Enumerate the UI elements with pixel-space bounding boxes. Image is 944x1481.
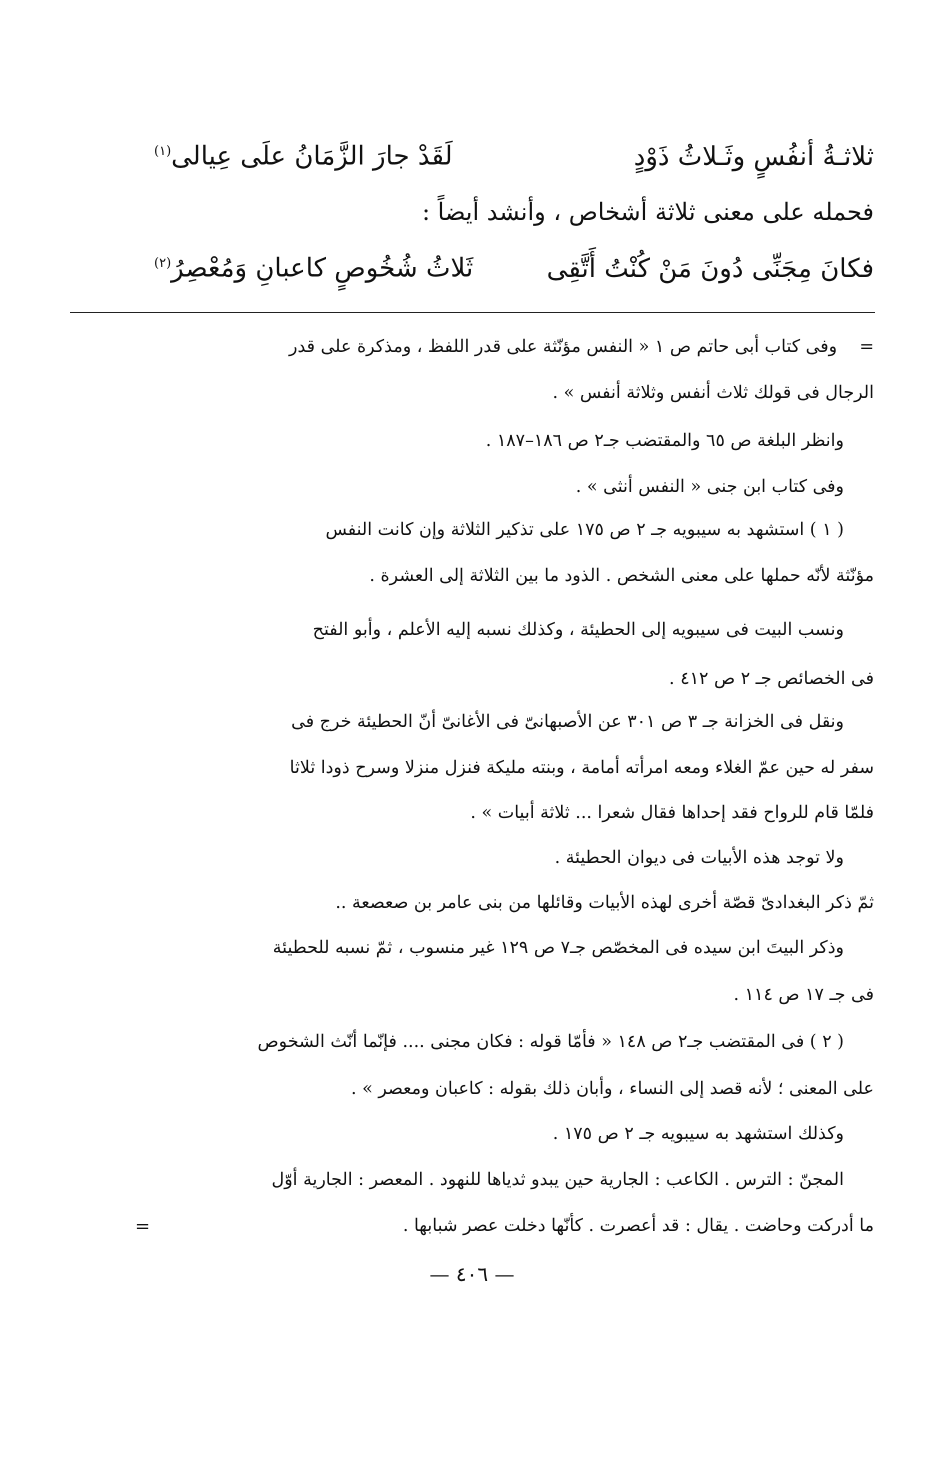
footnote-line-6: مؤنّثة لأنّه حملها على معنى الشخص . الذود ما بين الثلاثة إلى العشرة . [369, 566, 874, 586]
verse-line-1 [154, 132, 874, 177]
footnote-line-13: ثمّ ذكر البغدادىّ قصّة أخرى لهذه الأبيات وقائلها من بنى عامر بن صعصعة .. [335, 893, 874, 913]
verse-1-hemistich-right: ثلاثـةُ أنفُسٍ وثَـلاثُ ذَوْدٍ [633, 141, 874, 172]
footnote-ref-1: (١) [154, 144, 172, 159]
verse-1-hemistich-left-text: لَقَدْ جارَ الزَّمَانُ علَى عِيالى [171, 141, 453, 172]
footnote-line-11: فلمّا قام للرواح فقد إحداها فقال شعرا ... ثلاثة أبيات » . [470, 803, 874, 823]
footnote-line-14: وذكر البيتَ ابن سيده فى المخصّص جـ٧ ص ١٢٩ غير منسوب ، ثمّ نسبه للحطيئة [272, 938, 844, 958]
continuation-mark: = [859, 337, 874, 357]
footnote-line-1: وفى كتاب أبى حاتم ص ١ « النفس مؤنّثة على قدر اللفظ ، ومذكرة على قدر [289, 337, 838, 357]
footnote-line-16: ( ٢ ) فى المقتضب جـ٢ ص ١٤٨ « فأمّا قوله : فكان مجنى .... فإنّما أنّث الشخوص [257, 1032, 844, 1052]
continuation-end-mark: = [135, 1216, 151, 1237]
footnote-line-7: ونسب البيت فى سيبويه إلى الحطيئة ، وكذلك نسبه إليه الأعلم ، وأبو الفتح [312, 620, 844, 640]
footnote-line-15: فى جـ ١٧ ص ١١٤ . [733, 985, 874, 1005]
footnote-line-17: على المعنى ؛ لأنه قصد إلى النساء ، وأبان ذلك بقوله : كاعبان ومعصر » . [350, 1079, 874, 1099]
footnote-line-9: ونقل فى الخزانة جـ ٣ ص ٣٠١ عن الأصبهانىّ فى الأغانىّ أنّ الحطيئة خرج فى [291, 712, 844, 732]
footnote-ref-2: (٢) [154, 256, 172, 271]
footnote-line-8: فى الخصائص جـ ٢ ص ٤١٢ . [669, 669, 874, 689]
page-number: — ٤٠٦ — [429, 1262, 515, 1286]
verse-2-hemistich-left [154, 244, 473, 289]
footnote-line-10: سفر له حين عمّ الغلاء ومعه امرأته أمامة ، وبنته مليكة فنزل منزلا وسرح ذودا ثلاثا [289, 758, 874, 778]
verse-line-2 [154, 244, 874, 289]
verse-2-hemistich-right: فكانَ مِجَنِّى دُونَ مَنْ كُنْتُ أَتَّقِى [546, 253, 874, 284]
footnote-line-4: وفى كتاب ابن جنى « النفس أنثى » . [575, 477, 844, 497]
footnote-line-3: وانظر البلغة ص ٦٥ والمقتضب جـ٢ ص ١٨٦–١٨٧ . [485, 431, 844, 451]
footnote-line-5: ( ١ ) استشهد به سيبويه جـ ٢ ص ١٧٥ على تذكير الثلاثة وإن كانت النفس [325, 520, 844, 540]
footnote-separator [70, 312, 875, 313]
prose-line: فحمله على معنى ثلاثة أشخاص ، وأنشد أيضاً : [421, 198, 874, 226]
verse-1-hemistich-left [154, 132, 453, 177]
footnote-line [139, 331, 874, 364]
footnote-line-2: الرجال فى قولك ثلاث أنفس وثلاثة أنفس » . [552, 383, 874, 403]
footnote-line-18: وكذلك استشهد به سيبويه جـ ٢ ص ١٧٥ . [552, 1124, 844, 1144]
verse-2-hemistich-left-text: ثَلاثُ شُخُوصٍ كاعبانِ وَمُعْصِرُ [171, 253, 474, 284]
footnote-line-20: ما أدركت وحاضت . يقال : قد أعصرت . كأنّها دخلت عصر شبابها . [402, 1216, 874, 1236]
footnote-line-19: المجنّ : الترس . الكاعب : الجارية حين يبدو ثدياها للنهود . المعصر : الجارية أوّل [271, 1170, 844, 1190]
footnote-line-12: ولا توجد هذه الأبيات فى ديوان الحطيئة . [554, 848, 844, 868]
